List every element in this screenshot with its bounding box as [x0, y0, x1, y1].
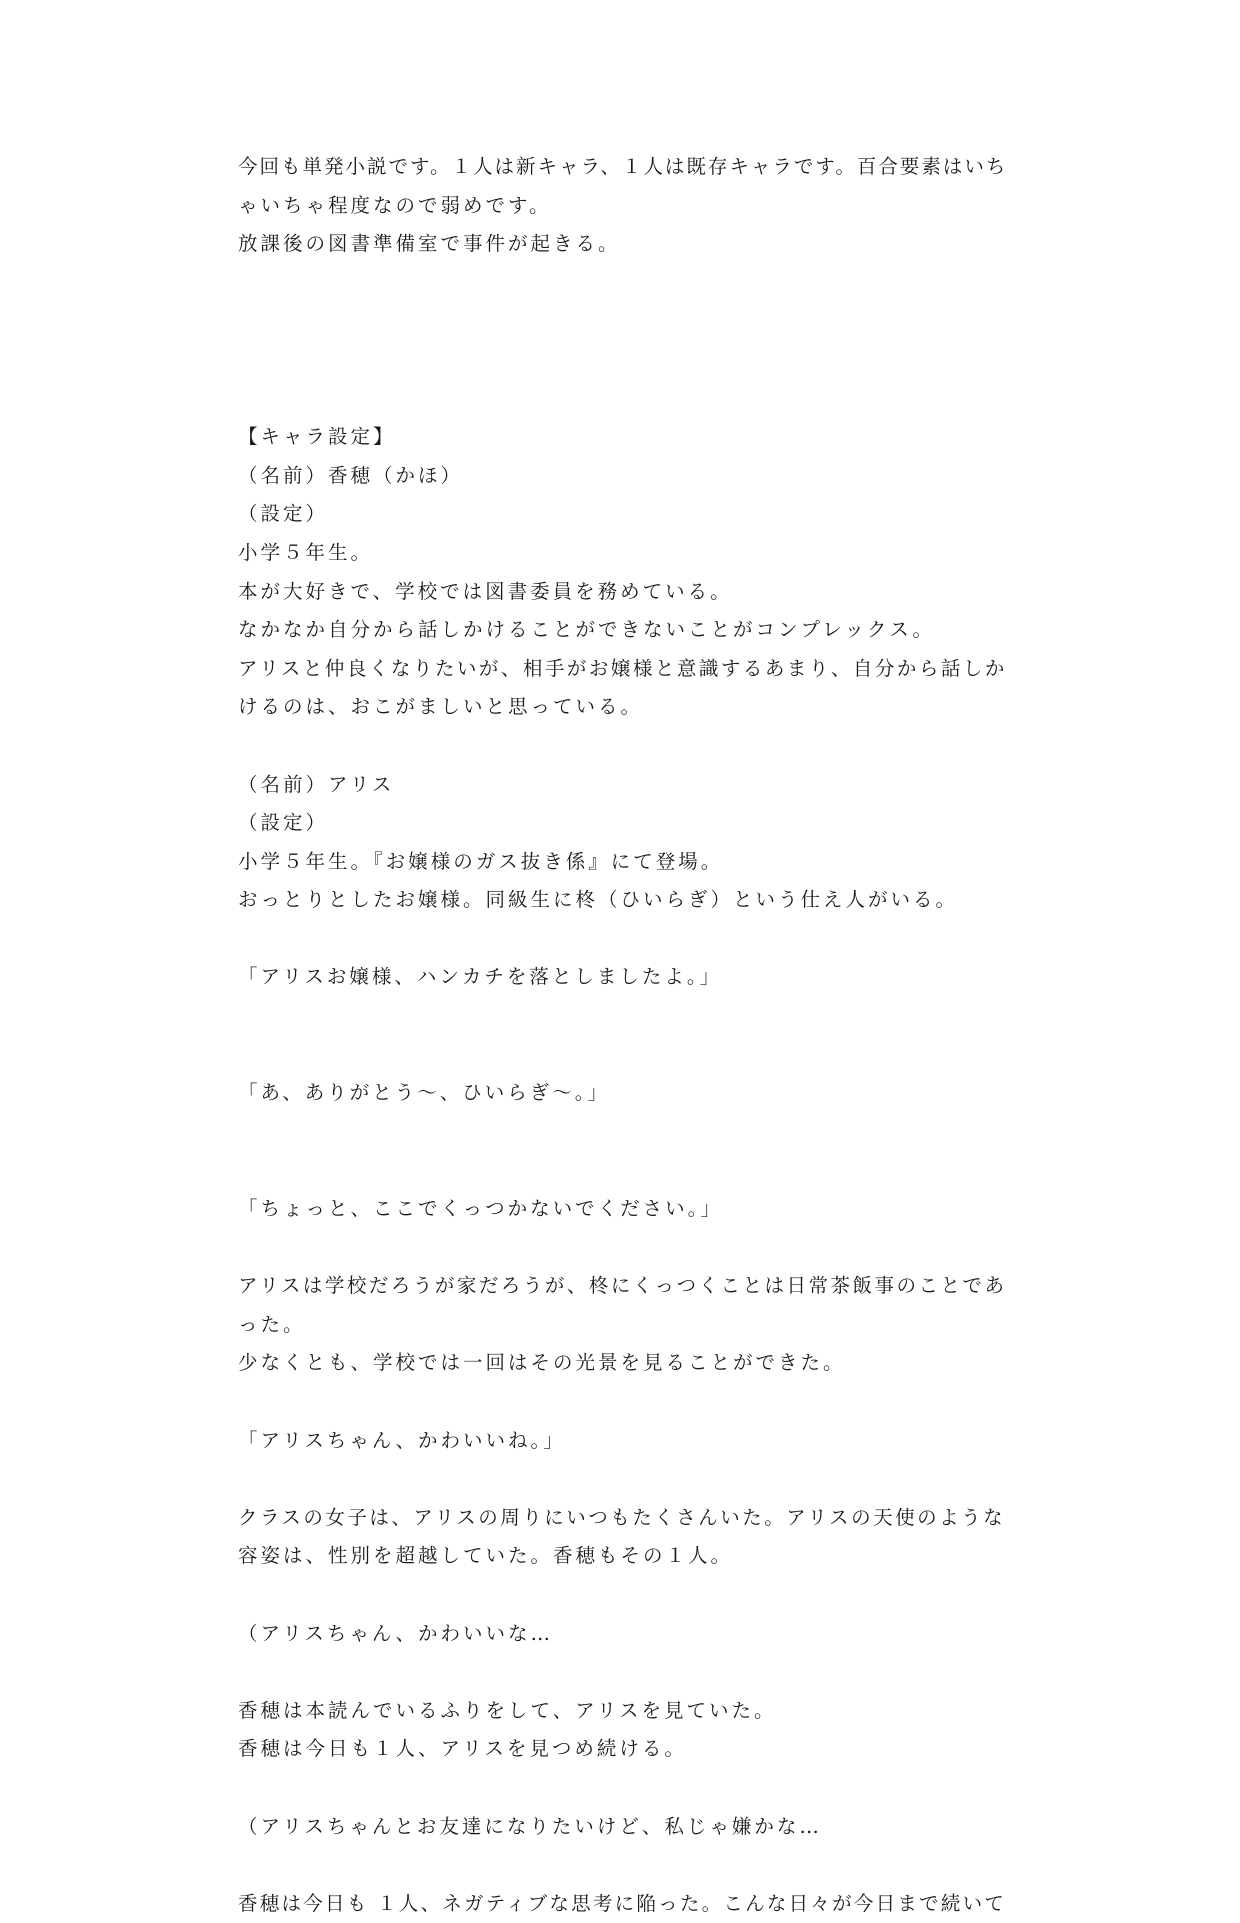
text-line: ゃいちゃ程度なので弱めです。	[238, 193, 552, 217]
text-line: （設定）	[238, 502, 329, 526]
blank-line	[238, 920, 1008, 959]
text-line: （名前）香穂（かほ）	[238, 463, 464, 487]
text-line: おっとりとしたお嬢様。同級生に柊（ひいらぎ）という仕え人がいる。	[238, 888, 959, 912]
text-line: 少なくとも、学校では一回はその光景を見ることができた。	[238, 1351, 846, 1375]
text-line: 容姿は、性別を超越していた。香穂もその１人。	[238, 1544, 734, 1568]
blank-line	[238, 1769, 1008, 1808]
blank-line	[238, 380, 1008, 419]
text-line: けるのは、おこがましいと思っている。	[238, 695, 644, 719]
text-line: 小学５年生。『お嬢様のガス抜き係』にて登場。	[238, 849, 724, 873]
text-line: クラスの女子は、アリスの周りにいつもたくさんいた。アリスの天使のような	[238, 1505, 1006, 1529]
blank-line	[238, 1229, 1008, 1268]
blank-line	[238, 727, 1008, 766]
text-line: （アリスちゃん、かわいいな…	[238, 1621, 554, 1645]
text-line: 小学５年生。	[238, 540, 374, 564]
text-line: 香穂は本読んでいるふりをして、アリスを見ていた。	[238, 1698, 777, 1722]
blank-line	[238, 264, 1008, 303]
blank-line	[238, 1151, 1008, 1190]
blank-line	[238, 1576, 1008, 1615]
text-line: アリスは学校だろうが家だろうが、柊にくっつくことは日常茶飯事のことであ	[238, 1274, 1007, 1298]
text-line: 【キャラ設定】	[238, 425, 396, 449]
text-line: った。	[238, 1312, 306, 1336]
blank-line	[238, 1653, 1008, 1692]
text-line: 「あ、ありがとう〜、ひいらぎ〜。」	[238, 1081, 610, 1105]
document-body	[238, 148, 1008, 1923]
text-line: 「アリスお嬢様、ハンカチを落としましたよ。」	[238, 965, 723, 989]
blank-line	[238, 302, 1008, 341]
text-line: 放課後の図書準備室で事件が起きる。	[238, 232, 621, 256]
text-line: （設定）	[238, 811, 329, 835]
text-line: アリスと仲良くなりたいが、相手がお嬢様と意識するあまり、自分から話しか	[238, 656, 1007, 680]
text-line: 香穂は今日も １人、ネガティブな思考に陥った。こんな日々が今日まで続いて	[238, 1891, 1007, 1915]
blank-line	[238, 1036, 1008, 1075]
blank-line	[238, 341, 1008, 380]
text-line: （名前）アリス	[238, 772, 395, 796]
blank-line	[238, 997, 1008, 1036]
text-line: 今回も単発小説です。１人は新キャラ、１人は既存キャラです。百合要素はいち	[238, 155, 1008, 178]
blank-line	[238, 1383, 1008, 1422]
blank-line	[238, 1113, 1008, 1152]
text-line: 「ちょっと、ここでくっつかないでください。」	[238, 1197, 723, 1221]
blank-line	[238, 1846, 1008, 1885]
text-line: 「アリスちゃん、かわいいね。」	[238, 1428, 566, 1452]
blank-line	[238, 1460, 1008, 1499]
text-line: 本が大好きで、学校では図書委員を務めている。	[238, 579, 733, 603]
text-line: （アリスちゃんとお友達になりたいけど、私じゃ嫌かな…	[238, 1814, 822, 1838]
text-line: なかなか自分から話しかけることができないことがコンプレックス。	[238, 618, 935, 642]
text-line: 香穂は今日も１人、アリスを見つめ続ける。	[238, 1737, 687, 1761]
